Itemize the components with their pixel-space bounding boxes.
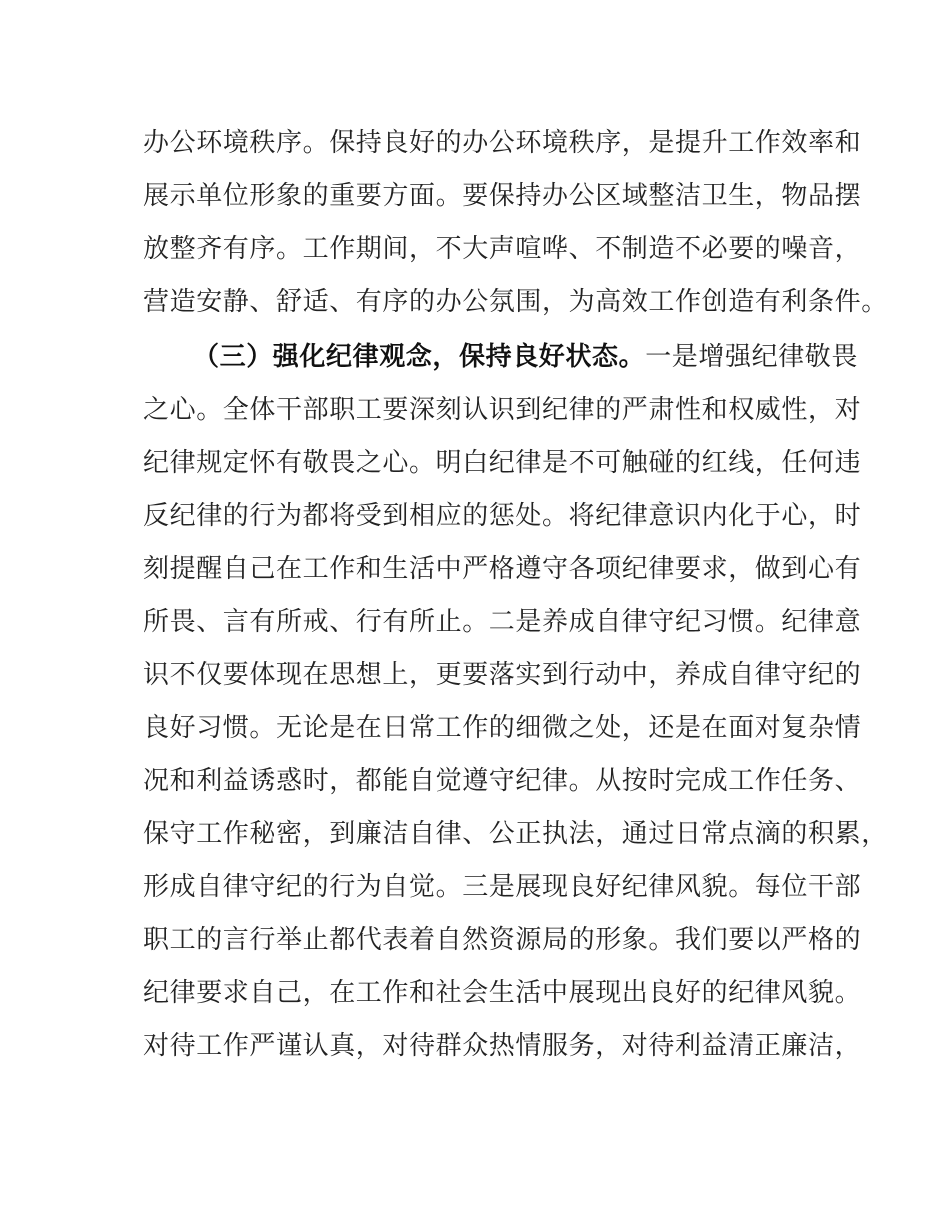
paragraph-2-line-3: 纪律规定怀有敬畏之心。明白纪律是不可触碰的红线，任何违 — [143, 448, 862, 478]
paragraph-2-line-14: 对待工作严谨认真，对待群众热情服务，对待利益清正廉洁， — [143, 1031, 862, 1061]
paragraph-2-line-13: 纪律要求自己，在工作和社会生活中展现出良好的纪律风貌。 — [143, 978, 862, 1008]
paragraph-1-line-1: 办公环境秩序。保持良好的办公环境秩序，是提升工作效率和 — [143, 128, 862, 158]
paragraph-2-line-5: 刻提醒自己在工作和生活中严格遵守各项纪律要求，做到心有 — [143, 554, 862, 584]
paragraph-2-line-6: 所畏、言有所戒、行有所止。二是养成自律守纪习惯。纪律意 — [143, 607, 862, 637]
paragraph-2-line-9: 况和利益诱惑时，都能自觉遵守纪律。从按时完成工作任务、 — [143, 766, 862, 796]
paragraph-2-line-11: 形成自律守纪的行为自觉。三是展现良好纪律风貌。每位干部 — [143, 872, 862, 902]
paragraph-2-line-4: 反纪律的行为都将受到相应的惩处。将纪律意识内化于心，时 — [143, 501, 862, 531]
paragraph-2-first-line-text: 一是增强纪律敬畏 — [645, 342, 859, 372]
paragraph-2-line-2: 之心。全体干部职工要深刻认识到纪律的严肃性和权威性，对 — [143, 395, 862, 425]
paragraph-1-line-2: 展示单位形象的重要方面。要保持办公区域整洁卫生，物品摆 — [143, 181, 862, 211]
paragraph-2-first-line — [193, 333, 893, 381]
paragraph-1-line-3: 放整齐有序。工作期间，不大声喧哗、不制造不必要的噪音， — [143, 234, 862, 264]
paragraph-2-line-8: 良好习惯。无论是在日常工作的细微之处，还是在面对复杂情 — [143, 713, 862, 743]
paragraph-1-line-4: 营造安静、舒适、有序的办公氛围，为高效工作创造有利条件。 — [143, 287, 888, 317]
paragraph-2-line-7: 识不仅要体现在思想上，更要落实到行动中，养成自律守纪的 — [143, 660, 862, 690]
section-heading: （三）强化纪律观念，保持良好状态。 — [193, 342, 646, 372]
paragraph-2-line-10: 保守工作秘密，到廉洁自律、公正执法，通过日常点滴的积累， — [143, 819, 888, 849]
paragraph-2-line-12: 职工的言行举止都代表着自然资源局的形象。我们要以严格的 — [143, 925, 862, 955]
